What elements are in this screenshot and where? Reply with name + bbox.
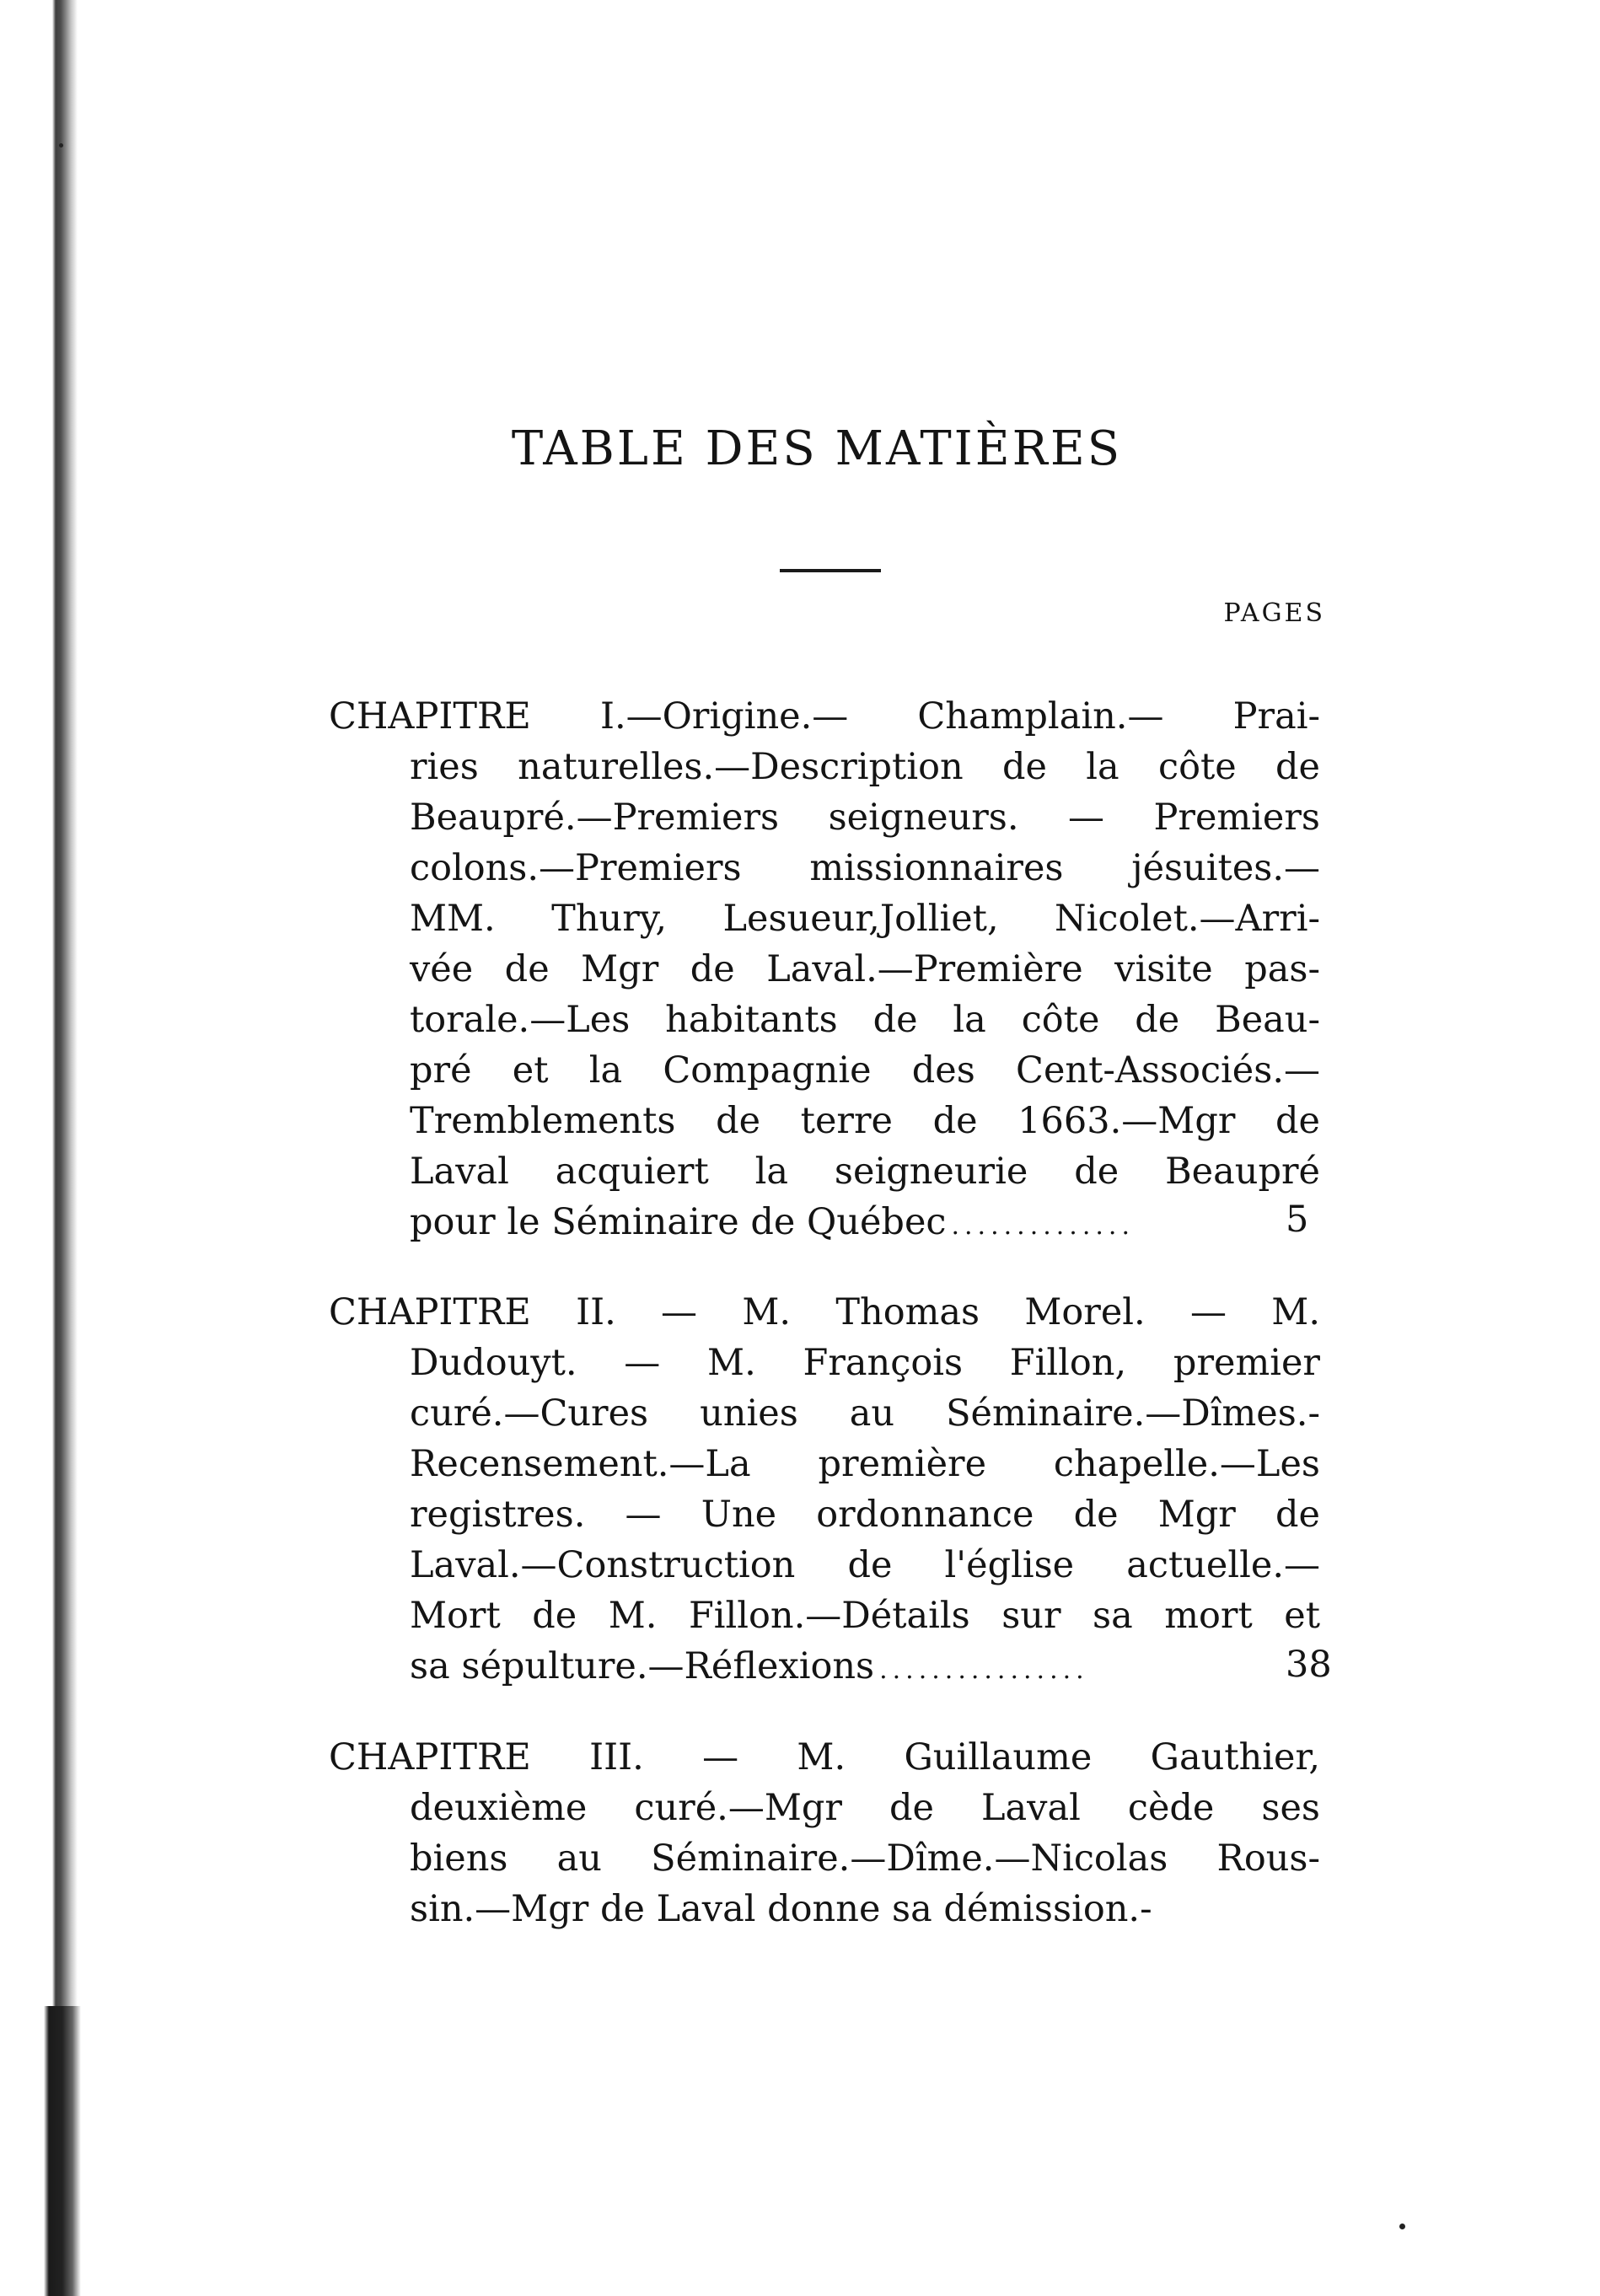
toc-line: CHAPITRE II. — M. Thomas Morel. — M. (329, 1291, 1320, 1333)
toc-line: pour le Séminaire de Québec (410, 1201, 947, 1243)
toc-line: biens au Séminaire.—Dîme.—Nicolas Rous- (410, 1837, 1320, 1880)
toc-line: vée de Mgr de Laval.—Première visite pas- (410, 948, 1320, 990)
toc-final-line (329, 1197, 1320, 1247)
toc-line: colons.—Premiers missionnaires jésuites.— (410, 847, 1320, 889)
toc-line: Dudouyt. — M. François Fillon, premier (410, 1342, 1320, 1384)
dot-leader: ................ (879, 1655, 1089, 1685)
toc-final-line (329, 1641, 1320, 1692)
binding-edge-shadow (44, 2006, 81, 2296)
dot-leader: .............. (951, 1211, 1135, 1241)
pages-column-label: PAGES (1223, 598, 1325, 628)
toc-entry-chapter-2 (329, 1287, 1320, 1692)
toc-entry-chapter-1 (329, 691, 1320, 1247)
toc-line: Recensement.—La première chapelle.—Les (410, 1443, 1320, 1485)
toc-line: registres. — Une ordonnance de Mgr de (410, 1494, 1320, 1536)
toc-line: Mort de M. Fillon.—Détails sur sa mort et (410, 1595, 1320, 1637)
page-title: TABLE DES MATIÈRES (511, 421, 1123, 476)
toc-line: Laval acquiert la seigneurie de Beaupré (410, 1151, 1320, 1193)
toc-line: ries naturelles.—Description de la côte de (410, 746, 1320, 788)
toc-line: Tremblements de terre de 1663.—Mgr de (410, 1100, 1320, 1142)
dust-speck (59, 143, 63, 148)
toc-line: Laval.—Construction de l'église actuelle.— (410, 1544, 1320, 1586)
binding-edge (52, 0, 78, 2296)
toc-line: sa sépulture.—Réflexions (410, 1645, 875, 1687)
toc-line: MM. Thury, Lesueur,Jolliet, Nicolet.—Arri- (410, 898, 1320, 940)
title-rule (780, 569, 881, 572)
page-number: 5 (1286, 1199, 1309, 1241)
toc-line: CHAPITRE I.—Origine.— Champlain.— Prai- (329, 695, 1320, 738)
toc-line: deuxième curé.—Mgr de Laval cède ses (410, 1787, 1320, 1829)
page-number: 38 (1286, 1644, 1332, 1686)
toc-line: pré et la Compagnie des Cent-Associés.— (410, 1049, 1320, 1092)
toc-line: sin.—Mgr de Laval donne sa démission.- (410, 1888, 1152, 1930)
dust-speck (1399, 2224, 1405, 2229)
toc-line: CHAPITRE III. — M. Guillaume Gauthier, (329, 1736, 1320, 1778)
toc-line: Beaupré.—Premiers seigneurs. — Premiers (410, 797, 1320, 839)
toc-line: torale.—Les habitants de la côte de Beau- (410, 999, 1320, 1041)
toc-entry-chapter-3 (329, 1732, 1320, 1934)
toc-line: curé.—Cures unies au Séminaire.—Dîmes.- (410, 1392, 1320, 1435)
